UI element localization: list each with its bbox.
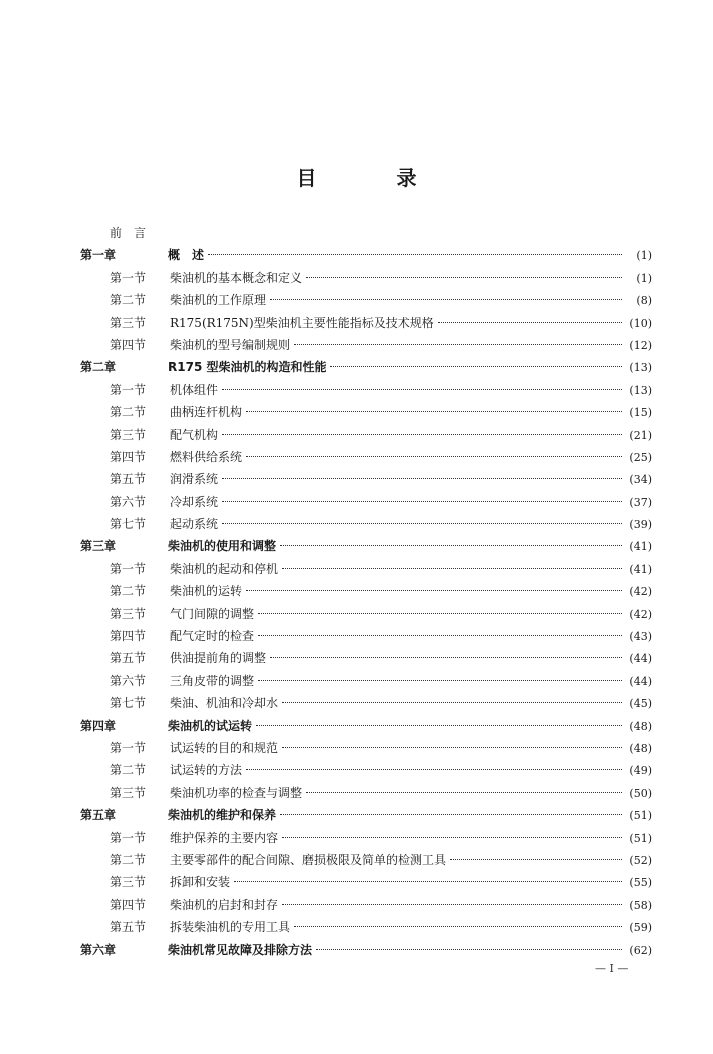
toc-section-row xyxy=(80,424,652,446)
toc-entry-page: (51) xyxy=(629,831,652,845)
dot-leader xyxy=(294,343,622,345)
toc-entry-page: (39) xyxy=(629,518,652,532)
toc-entry-page: (12) xyxy=(629,338,652,352)
toc-entry-number: 第四章 xyxy=(80,718,117,733)
dot-leader xyxy=(450,858,622,860)
dot-leader xyxy=(282,746,622,748)
toc-section-row xyxy=(80,446,652,468)
dot-leader xyxy=(280,813,622,815)
dot-leader xyxy=(246,410,622,412)
page-number: — I — xyxy=(595,962,629,975)
toc-entry-title: 主要零部件的配合间隙、磨损极限及简单的检测工具 xyxy=(170,852,447,867)
toc-entry-page: (44) xyxy=(629,652,652,666)
toc-chapter-row xyxy=(80,244,652,266)
toc-section-row xyxy=(80,401,652,423)
preface-entry xyxy=(80,222,652,244)
toc-entry-number: 第二章 xyxy=(80,360,117,375)
toc-entry-title: 配气机构 xyxy=(170,427,219,442)
dot-leader xyxy=(208,253,622,255)
dot-leader xyxy=(282,567,622,569)
toc-entry-title: 配气定时的检查 xyxy=(170,629,255,644)
dot-leader xyxy=(330,365,622,367)
toc-entry-page: (62) xyxy=(629,943,652,957)
toc-section-row xyxy=(80,625,652,647)
toc-entry-title: 试运转的目的和规范 xyxy=(170,740,279,755)
toc-entry-page: (21) xyxy=(629,428,652,442)
toc-entry-page: (48) xyxy=(629,741,652,755)
toc-entry-number: 第六节 xyxy=(110,494,147,509)
toc-entry-title: 供油提前角的调整 xyxy=(170,651,267,666)
toc-entry-page: (13) xyxy=(629,361,652,375)
toc-entry-number: 第六节 xyxy=(110,673,147,688)
dot-leader xyxy=(258,679,622,681)
toc-entry-title: 柴油机的使用和调整 xyxy=(168,539,277,554)
toc-entry-title: 柴油、机油和冷却水 xyxy=(170,696,279,711)
toc-entry-number: 第二节 xyxy=(110,293,147,308)
toc-section-row xyxy=(80,468,652,490)
toc-entry-number: 第七节 xyxy=(110,517,147,532)
toc-section-row xyxy=(80,692,652,714)
dot-leader xyxy=(222,500,622,502)
toc-entry-number: 第三节 xyxy=(110,315,147,330)
toc-entry-title: 冷却系统 xyxy=(170,494,219,509)
toc-entry-number: 第三节 xyxy=(110,785,147,800)
toc-entry-number: 第三节 xyxy=(110,427,147,442)
toc-entry-title: 拆装柴油机的专用工具 xyxy=(170,920,291,935)
dot-leader xyxy=(246,589,622,591)
dot-leader xyxy=(222,477,622,479)
toc-entry-page: (13) xyxy=(629,383,652,397)
toc-entry-number: 第一节 xyxy=(110,561,147,576)
toc-entry-title: 润滑系统 xyxy=(170,472,219,487)
toc-entry-page: (8) xyxy=(636,294,652,308)
toc-entry-number: 第一节 xyxy=(110,382,147,397)
toc-section-row xyxy=(80,670,652,692)
dot-leader xyxy=(270,656,622,658)
dot-leader xyxy=(316,948,622,950)
toc-entry-number: 第五节 xyxy=(110,920,147,935)
toc-entry-number: 第三节 xyxy=(110,606,147,621)
toc-entry-page: (55) xyxy=(629,876,652,890)
toc-entry-title: 维护保养的主要内容 xyxy=(170,830,279,845)
toc-entry-page: (41) xyxy=(629,562,652,576)
toc-entry-title: 三角皮带的调整 xyxy=(170,673,255,688)
toc-section-row xyxy=(80,491,652,513)
toc-entry-title: 拆卸和安装 xyxy=(170,875,231,890)
toc-entry-title: 柴油机的启封和封存 xyxy=(170,897,279,912)
toc-section-row xyxy=(80,737,652,759)
toc-section-row xyxy=(80,334,652,356)
toc-entry-title: 起动系统 xyxy=(170,517,219,532)
toc-entry-title: 柴油机的维护和保养 xyxy=(168,808,277,823)
dot-leader xyxy=(282,701,622,703)
toc-entry-number: 第二节 xyxy=(110,852,147,867)
page-title: 目 录 xyxy=(296,166,447,190)
toc-entry-page: (45) xyxy=(629,697,652,711)
toc-entry-number: 第七节 xyxy=(110,696,147,711)
toc-entry-number: 第四节 xyxy=(110,337,147,352)
toc-entry-page: (37) xyxy=(629,495,652,509)
toc-section-row xyxy=(80,289,652,311)
dot-leader xyxy=(438,321,622,323)
toc-section-row xyxy=(80,871,652,893)
toc-entry-page: (44) xyxy=(629,674,652,688)
toc-entry-title: 曲柄连杆机构 xyxy=(170,405,243,420)
toc-section-row xyxy=(80,379,652,401)
toc-section-row xyxy=(80,782,652,804)
toc-entry-page: (51) xyxy=(629,809,652,823)
toc-entry-page: (49) xyxy=(629,764,652,778)
toc-entry-title: 柴油机的基本概念和定义 xyxy=(170,270,303,285)
toc-chapter-row xyxy=(80,804,652,826)
dot-leader xyxy=(256,724,622,726)
dot-leader xyxy=(258,612,622,614)
dot-leader xyxy=(306,276,622,278)
toc-section-row xyxy=(80,759,652,781)
toc-entry-number: 第四节 xyxy=(110,449,147,464)
toc-section-row xyxy=(80,849,652,871)
toc-entry-title: 柴油机的试运转 xyxy=(168,718,253,733)
toc-entry-number: 第一章 xyxy=(80,248,117,263)
toc-entry-page: (52) xyxy=(629,853,652,867)
dot-leader xyxy=(222,433,622,435)
toc-entry-page: (1) xyxy=(636,271,652,285)
toc-entry-title: 燃料供给系统 xyxy=(170,449,243,464)
toc-entry-title: 柴油机功率的检查与调整 xyxy=(170,785,303,800)
toc-entry-page: (42) xyxy=(629,585,652,599)
dot-leader xyxy=(222,388,622,390)
dot-leader xyxy=(222,522,622,524)
toc-section-row xyxy=(80,558,652,580)
toc-entry-number: 第一节 xyxy=(110,270,147,285)
toc-entry-page: (10) xyxy=(629,316,652,330)
toc-entry-number: 第六章 xyxy=(80,942,117,957)
toc-section-row xyxy=(80,916,652,938)
toc-entry-page: (48) xyxy=(629,719,652,733)
dot-leader xyxy=(234,880,622,882)
toc-chapter-row xyxy=(80,535,652,557)
toc-section-row xyxy=(80,580,652,602)
toc-chapter-row xyxy=(80,939,652,961)
dot-leader xyxy=(306,791,622,793)
toc-entry-number: 第三节 xyxy=(110,875,147,890)
toc-entry-page: (34) xyxy=(629,473,652,487)
toc-chapter-row xyxy=(80,715,652,737)
toc-entry-title: 机体组件 xyxy=(170,382,219,397)
toc-entry-title: 柴油机常见故障及排除方法 xyxy=(168,942,313,957)
toc-entry-number: 第三章 xyxy=(80,539,117,554)
toc-entry-page: (25) xyxy=(629,450,652,464)
toc-entry-number: 第五节 xyxy=(110,472,147,487)
dot-leader xyxy=(246,768,622,770)
dot-leader xyxy=(270,298,622,300)
toc-section-row xyxy=(80,647,652,669)
toc-section-row xyxy=(80,827,652,849)
toc-entry-page: (41) xyxy=(629,540,652,554)
toc-entry-title: 柴油机的工作原理 xyxy=(170,293,267,308)
toc-entry-title: 试运转的方法 xyxy=(170,763,243,778)
preface-label: 前言 xyxy=(110,226,159,240)
toc-entry-title: R175(R175N)型柴油机主要性能指标及技术规格 xyxy=(170,315,434,330)
toc-entry-number: 第二节 xyxy=(110,584,147,599)
dot-leader xyxy=(280,544,622,546)
toc-entry-title: 柴油机的型号编制规则 xyxy=(170,337,291,352)
toc-entry-page: (59) xyxy=(629,921,652,935)
toc-section-row xyxy=(80,267,652,289)
toc-entry-number: 第二节 xyxy=(110,405,147,420)
toc-entry-title: 气门间隙的调整 xyxy=(170,606,255,621)
dot-leader xyxy=(258,634,622,636)
toc-entry-number: 第一节 xyxy=(110,830,147,845)
toc-entry-page: (43) xyxy=(629,630,652,644)
toc-entry-number: 第四节 xyxy=(110,897,147,912)
toc-entry-title: 柴油机的运转 xyxy=(170,584,243,599)
toc-entry-number: 第一节 xyxy=(110,740,147,755)
toc-entry-page: (15) xyxy=(629,406,652,420)
toc-section-row xyxy=(80,513,652,535)
toc-section-row xyxy=(80,312,652,334)
toc-entry-title: R175 型柴油机的构造和性能 xyxy=(168,360,327,375)
toc-entry-page: (50) xyxy=(629,786,652,800)
toc-entry-number: 第四节 xyxy=(110,629,147,644)
toc-chapter-row xyxy=(80,356,652,378)
toc-entry-number: 第五章 xyxy=(80,808,117,823)
toc-section-row xyxy=(80,894,652,916)
toc-entry-page: (58) xyxy=(629,898,652,912)
dot-leader xyxy=(282,836,622,838)
toc-entry-number: 第五节 xyxy=(110,651,147,666)
toc-entry-number: 第二节 xyxy=(110,763,147,778)
table-of-contents xyxy=(80,222,652,961)
toc-section-row xyxy=(80,603,652,625)
dot-leader xyxy=(294,925,622,927)
toc-entry-page: (42) xyxy=(629,607,652,621)
toc-entry-title: 柴油机的起动和停机 xyxy=(170,561,279,576)
toc-entry-title: 概 述 xyxy=(168,248,205,263)
dot-leader xyxy=(282,903,622,905)
dot-leader xyxy=(246,455,622,457)
toc-entry-page: (1) xyxy=(636,249,652,263)
